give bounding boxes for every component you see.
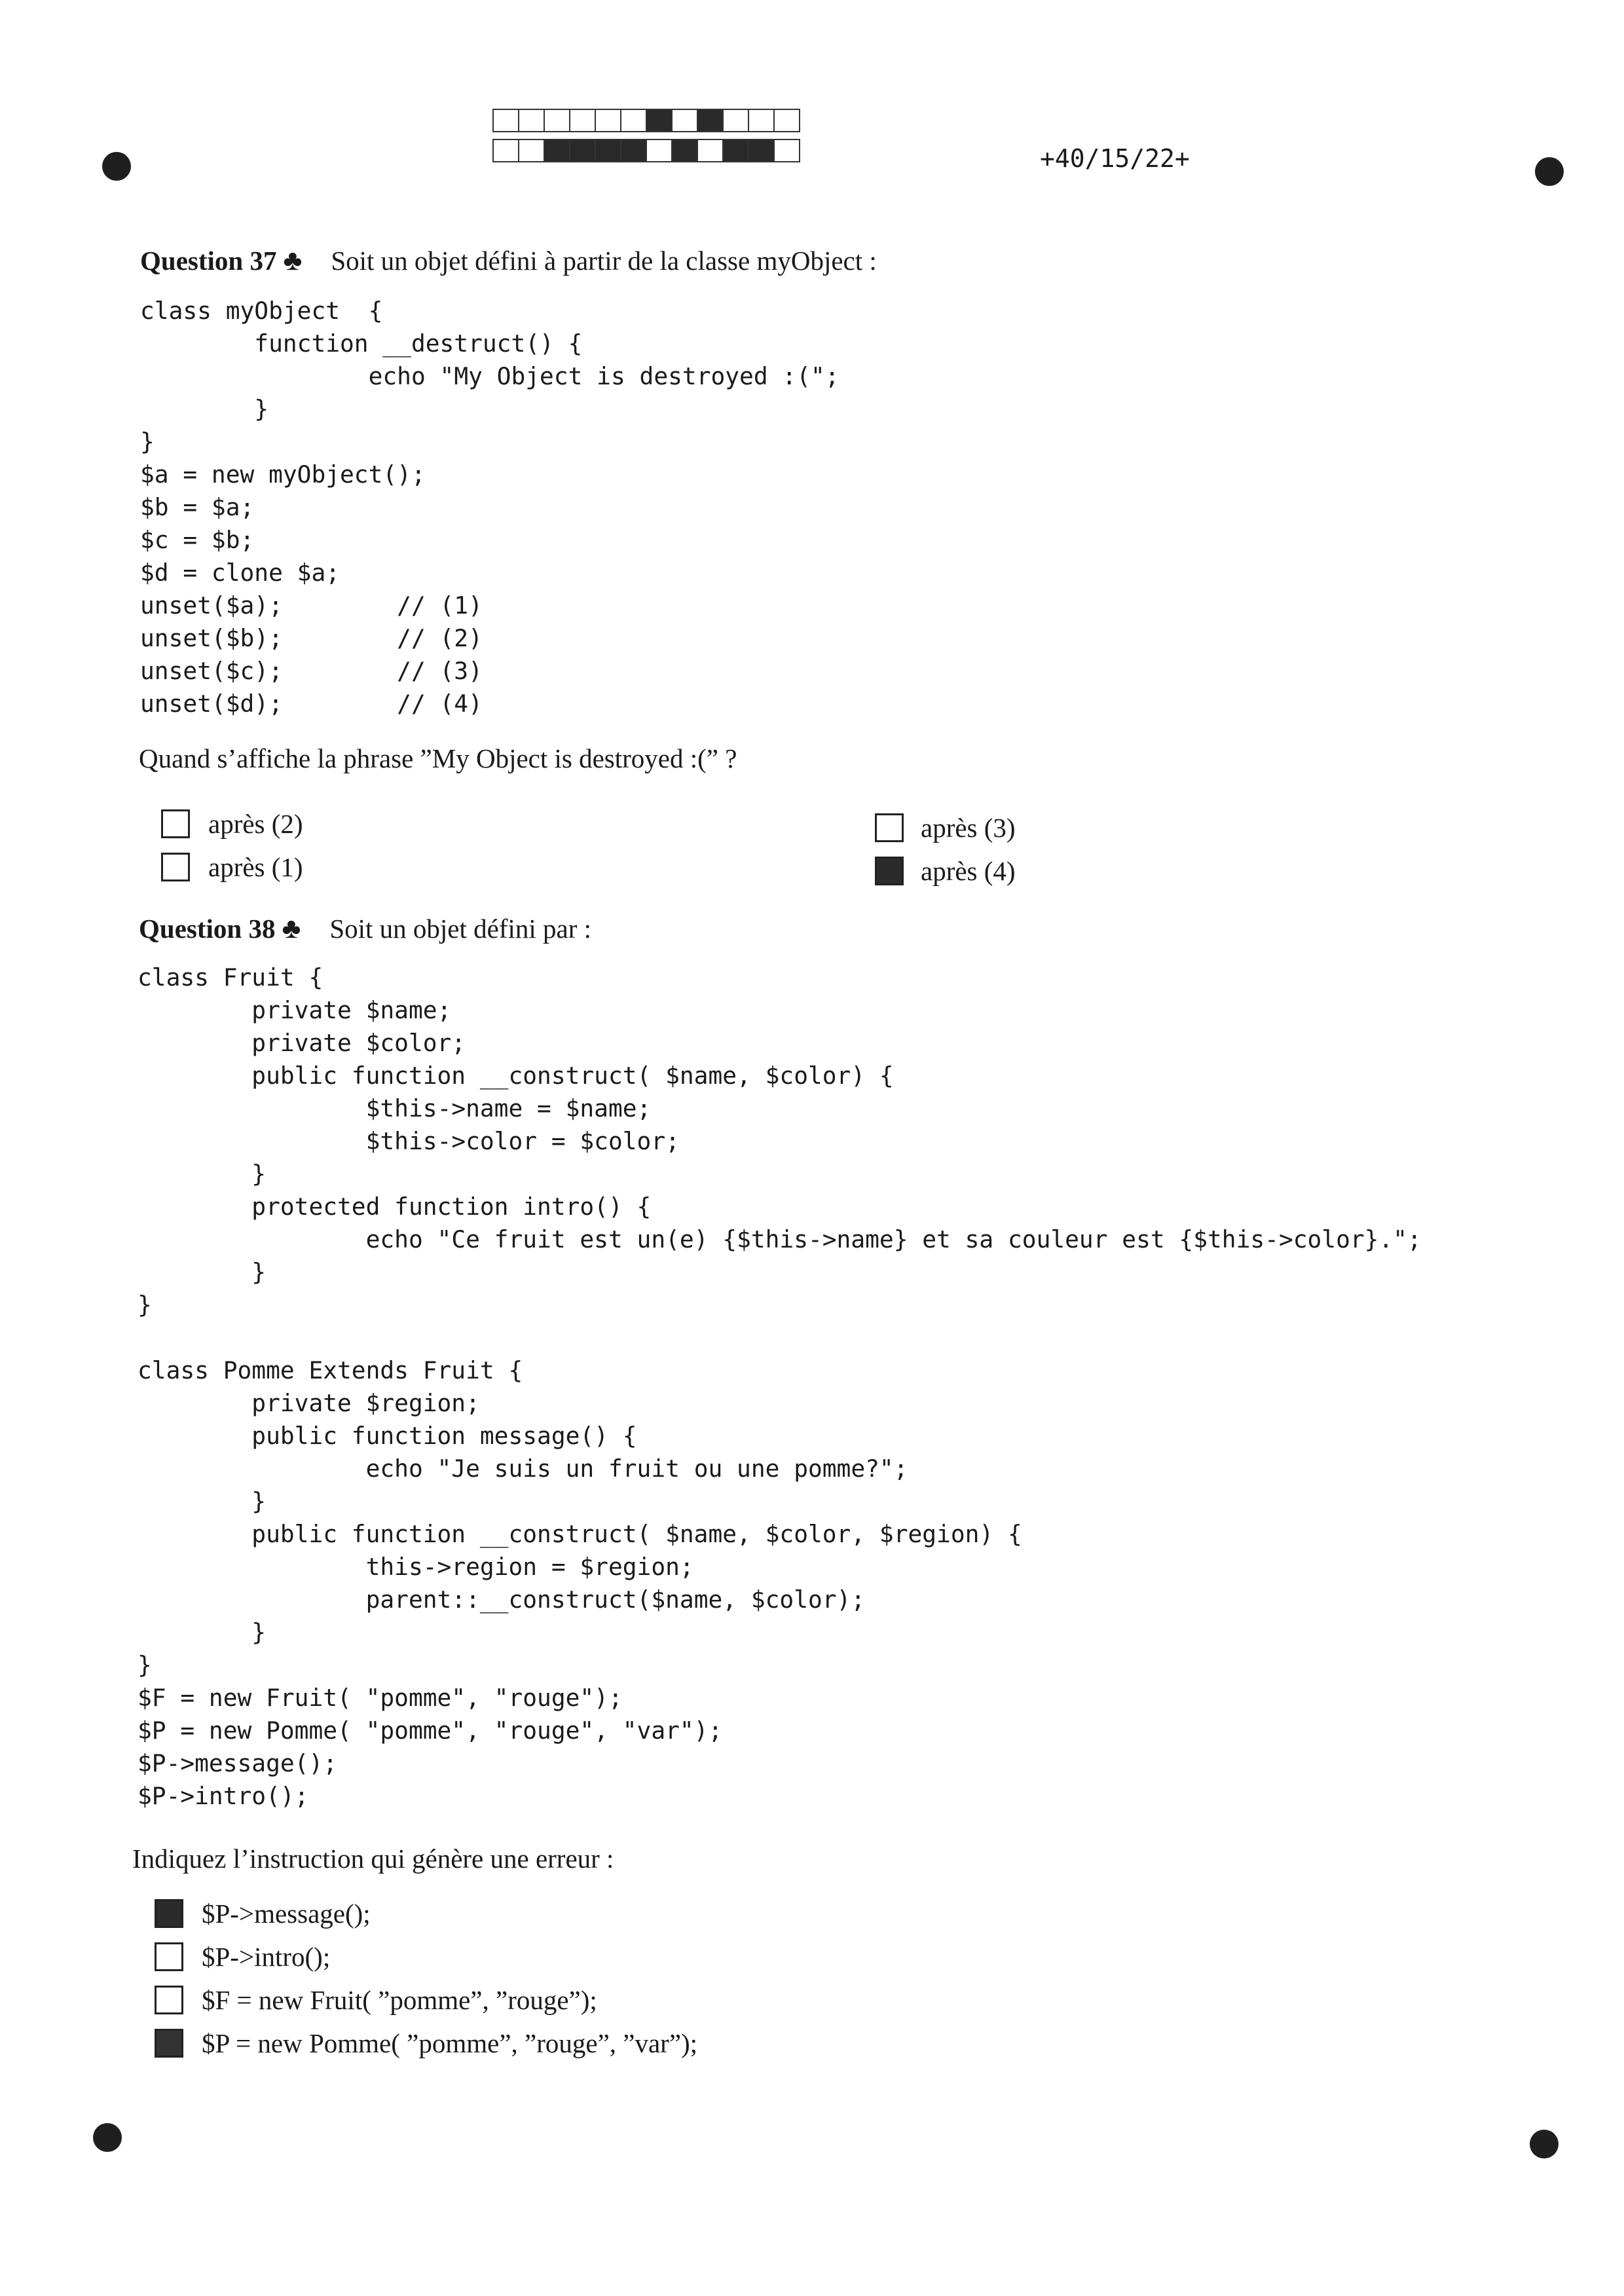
club-icon: ♣ [283,244,303,276]
barcode-cell [749,109,775,132]
barcode-cell-filled [570,139,596,162]
question-37-header [140,244,877,277]
barcode-cell [698,139,724,162]
checkbox-checked[interactable] [875,857,904,885]
barcode-cell [775,109,800,132]
checkbox[interactable] [161,809,190,838]
registration-mark-top-right [1535,157,1564,186]
question-37-prompt: Quand s’affiche la phrase ”My Object is destroyed :(” ? [139,743,737,773]
barcode-cell-filled [749,139,775,162]
checkbox[interactable] [875,813,904,842]
answer-option[interactable] [875,812,1016,843]
question-37-code: class myObject { function __destruct() { echo "My Object is destroyed :("; } } $a = new myObject(); $b = $a; $c = $b; $d = clone $a; unset($a); // (1) unset($b); // (2) unset($c); // (3) unset($d); // (4) [140,297,840,718]
barcode-cell [492,109,519,132]
checkbox-checked[interactable] [155,2029,183,2058]
question-title: Soit un objet défini à partir de la classe myObject : [331,246,877,276]
barcode-cell-filled [647,109,673,132]
option-label: après (3) [921,813,1016,843]
barcode-cell [724,109,749,132]
option-label: $P->intro(); [202,1942,331,1972]
barcode-cell-filled [673,139,698,162]
answer-option[interactable] [155,1898,371,1929]
question-title: Soit un objet défini par : [329,914,592,944]
barcode-cell-filled [545,139,570,162]
barcode-cell [647,139,673,162]
registration-mark-bottom-left [93,2123,122,2152]
barcode-cell-filled [621,139,647,162]
answer-option[interactable] [155,2028,697,2059]
club-icon: ♣ [282,912,301,944]
question-38-header [139,912,591,945]
barcode-cell-filled [596,139,621,162]
option-label: après (1) [208,852,303,882]
option-label: $P->message(); [202,1898,371,1929]
checkbox[interactable] [155,1986,183,2014]
page-id: +40/15/22+ [1040,144,1190,173]
barcode-top [492,109,800,132]
checkbox-checked[interactable] [155,1899,183,1928]
barcode-cell [673,109,698,132]
barcode-cell [570,109,596,132]
answer-option[interactable] [161,851,303,883]
option-label: après (4) [921,856,1016,886]
answer-option[interactable] [155,1984,597,2016]
barcode-cell [519,139,545,162]
question-number: Question 37 [140,246,277,276]
barcode-cell [621,109,647,132]
barcode-cell [492,139,519,162]
question-38-prompt: Indiquez l’instruction qui génère une erreur : [132,1843,614,1874]
option-label: $P = new Pomme( ”pomme”, ”rouge”, ”var”); [202,2028,698,2058]
option-label: après (2) [208,809,303,839]
option-label: $F = new Fruit( ”pomme”, ”rouge”); [202,1985,597,2015]
barcode-cell-filled [698,109,724,132]
barcode-cell-filled [724,139,749,162]
barcode-bottom [492,139,800,162]
answer-option[interactable] [875,855,1016,887]
answer-option[interactable] [161,808,303,840]
barcode-cell [775,139,800,162]
barcode-cell [596,109,621,132]
answer-option[interactable] [155,1941,330,1972]
checkbox[interactable] [155,1942,183,1971]
registration-mark-top-left [102,152,131,181]
checkbox[interactable] [161,853,190,881]
question-number: Question 38 [139,914,276,944]
barcode-cell [519,109,545,132]
question-38-code: class Fruit { private $name; private $color; public function __construct( $name, $color) { $this->name = $name; $this->color = $color; } protected function intro() { echo "Ce fruit est un(e) {$this->name} et sa couleur est {$this->color}."; } } class Pomme Extends Fruit { private $region; public function message() { echo "Je suis un fruit ou une pomme?"; } public function __construct( $name, $color, $region) { this->region = $region; parent::__construct($name, $color); } } $F = new Fruit( "pomme", "rouge"); $P = new Pomme( "pomme", "rouge", "var"); $P->message(); $P->intro(); [138,963,1422,1810]
barcode-cell [545,109,570,132]
registration-mark-bottom-right [1530,2130,1559,2158]
